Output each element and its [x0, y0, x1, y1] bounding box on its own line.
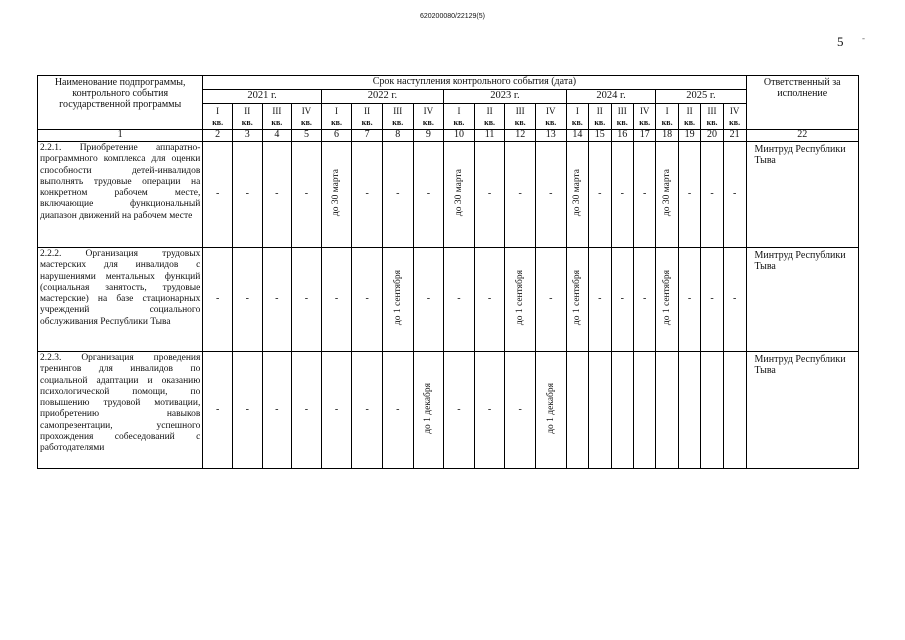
deadline-cell: - [474, 352, 505, 469]
quarter-kv-label: кв. [729, 117, 741, 127]
deadline-cell [505, 248, 536, 352]
header-quarter-cell [566, 104, 588, 130]
document-number: 620200080/22129(5) [419, 13, 485, 20]
deadline-cell: - [505, 142, 536, 248]
header-quarter-cell [203, 104, 233, 130]
deadline-cell: - [723, 248, 746, 352]
deadline-date-label: до 30 марта [572, 169, 583, 217]
deadline-date-label: до 30 марта [661, 169, 672, 217]
header-quarter-cell [611, 104, 633, 130]
deadline-cell: - [232, 142, 262, 248]
deadline-cell: - [474, 248, 505, 352]
deadline-cell: - [382, 142, 413, 248]
quarter-kv-label: кв. [514, 117, 526, 127]
header-quarter-cell [589, 104, 611, 130]
quarter-label: III [707, 105, 717, 116]
deadline-cell: - [589, 248, 611, 352]
header-quarter-cell [382, 104, 413, 130]
column-number-17: 17 [633, 130, 655, 142]
deadline-cell: - [203, 142, 233, 248]
deadline-cell: - [536, 248, 567, 352]
deadline-cell [656, 142, 678, 248]
column-number-13: 13 [536, 130, 567, 142]
quarter-kv-label: кв. [639, 117, 651, 127]
column-number-11: 11 [474, 130, 505, 142]
header-quarter-cell [292, 104, 322, 130]
deadline-cell: - [262, 248, 292, 352]
column-number-6: 6 [321, 130, 352, 142]
column-number-1: 1 [38, 130, 203, 142]
deadline-cell: - [321, 248, 352, 352]
quarter-kv-label: кв. [545, 117, 557, 127]
deadline-date-label: до 1 сентября [572, 270, 583, 326]
quarter-kv-label: кв. [392, 117, 404, 127]
header-quarter-cell [505, 104, 536, 130]
deadline-cell: - [321, 352, 352, 469]
table-row [38, 248, 859, 352]
deadline-cell: - [701, 142, 723, 248]
deadline-cell: - [352, 142, 383, 248]
quarter-label: IV [423, 105, 434, 116]
quarter-kv-label: кв. [271, 117, 283, 127]
quarter-kv-label: кв. [453, 117, 465, 127]
header-row-main [38, 76, 859, 90]
table-row [38, 352, 859, 469]
quarter-kv-label: кв. [361, 117, 373, 127]
column-number-22: 22 [746, 130, 859, 142]
quarter-label: I [335, 105, 339, 116]
deadline-cell: - [262, 352, 292, 469]
header-quarter-cell [444, 104, 475, 130]
deadline-cell: - [203, 248, 233, 352]
deadline-cell [678, 352, 700, 469]
responsible-cell: Минтруд Республики Тыва [746, 352, 859, 469]
deadline-cell [589, 352, 611, 469]
column-number-14: 14 [566, 130, 588, 142]
header-year-4: 2024 г. [566, 90, 656, 104]
deadline-cell: - [633, 142, 655, 248]
header-quarter-cell [678, 104, 700, 130]
deadline-date-label: до 1 сентября [514, 270, 525, 326]
deadline-cell: - [292, 352, 322, 469]
quarter-label: II [686, 105, 693, 116]
deadline-cell: - [678, 248, 700, 352]
deadline-cell: - [589, 142, 611, 248]
quarter-label: II [364, 105, 371, 116]
column-number-16: 16 [611, 130, 633, 142]
quarter-label: I [457, 105, 461, 116]
deadline-cell: - [678, 142, 700, 248]
column-number-8: 8 [382, 130, 413, 142]
quarter-label: II [244, 105, 251, 116]
deadline-cell [656, 352, 678, 469]
deadline-cell: - [723, 142, 746, 248]
header-year-5: 2025 г. [656, 90, 746, 104]
column-number-21: 21 [723, 130, 746, 142]
deadline-cell [566, 248, 588, 352]
header-deadline-col: Срок наступления контрольного события (дата) [203, 76, 746, 90]
quarter-label: II [486, 105, 493, 116]
header-responsible-col: Ответственный за исполнение [746, 76, 859, 130]
deadline-date-label: до 1 сентября [392, 270, 403, 326]
deadline-cell [633, 352, 655, 469]
deadline-cell: - [232, 352, 262, 469]
page-number: 5 [837, 34, 844, 49]
quarter-label: IV [639, 105, 650, 116]
header-quarter-cell [474, 104, 505, 130]
deadline-cell: - [611, 248, 633, 352]
quarter-label: III [393, 105, 403, 116]
column-number-15: 15 [589, 130, 611, 142]
deadline-cell: - [474, 142, 505, 248]
column-number-2: 2 [203, 130, 233, 142]
quarter-kv-label: кв. [241, 117, 253, 127]
deadline-cell: - [413, 248, 444, 352]
deadline-cell: - [292, 248, 322, 352]
quarter-label: II [596, 105, 603, 116]
deadline-cell: - [444, 352, 475, 469]
deadline-cell: - [413, 142, 444, 248]
quarter-label: I [216, 105, 220, 116]
deadline-date-label: до 30 марта [331, 169, 342, 217]
deadline-cell [656, 248, 678, 352]
header-year-2: 2022 г. [321, 90, 443, 104]
column-number-3: 3 [232, 130, 262, 142]
quarter-kv-label: кв. [594, 117, 606, 127]
deadline-cell [536, 352, 567, 469]
deadline-cell: - [352, 248, 383, 352]
header-quarter-cell [352, 104, 383, 130]
deadline-cell [723, 352, 746, 469]
deadline-cell: - [505, 352, 536, 469]
column-number-20: 20 [701, 130, 723, 142]
deadline-cell [382, 248, 413, 352]
column-number-18: 18 [656, 130, 678, 142]
header-quarter-cell [321, 104, 352, 130]
deadline-cell: - [633, 248, 655, 352]
deadline-date-label: до 1 сентября [661, 270, 672, 326]
quarter-kv-label: кв. [706, 117, 718, 127]
quarter-kv-label: кв. [616, 117, 628, 127]
header-quarter-cell [536, 104, 567, 130]
quarter-label: III [617, 105, 627, 116]
quarter-kv-label: кв. [661, 117, 673, 127]
event-name: 2.2.3. Организация проведения тренингов для инвалидов по социальной адаптации и оказанию психологической помощи, по повышению трудовой мотивации, приобретению навыков самопрезентации, успешного прохождения собеседований с работодателями [38, 352, 203, 469]
deadline-cell: - [382, 352, 413, 469]
deadline-cell [321, 142, 352, 248]
deadline-cell [611, 352, 633, 469]
responsible-cell: Минтруд Республики Тыва [746, 142, 859, 248]
deadline-cell: - [203, 352, 233, 469]
deadline-date-label: до 1 декабря [545, 382, 556, 434]
deadline-cell [566, 142, 588, 248]
control-events-table [37, 75, 859, 469]
deadline-date-label: до 1 декабря [423, 382, 434, 434]
quarter-kv-label: кв. [571, 117, 583, 127]
quarter-label: IV [546, 105, 556, 116]
quarter-kv-label: кв. [300, 117, 312, 127]
quarter-label: III [515, 105, 525, 116]
quarter-label: I [575, 105, 579, 116]
column-number-4: 4 [262, 130, 292, 142]
deadline-cell [701, 352, 723, 469]
event-name: 2.2.2. Организация трудовых мастерских для инвалидов с нарушениями ментальных функций (социальная занятость, трудовые мастерские) на базе стационарных учреждений социального обслуживания Республики Тыва [38, 248, 203, 352]
quarter-label: IV [729, 105, 740, 116]
header-quarter-cell [701, 104, 723, 130]
deadline-cell: - [292, 142, 322, 248]
quarter-label: IV [301, 105, 312, 116]
deadline-cell: - [232, 248, 262, 352]
header-quarter-cell [656, 104, 678, 130]
header-name-col: Наименование подпрограммы, контрольного события государственной программы [38, 76, 203, 130]
event-name: 2.2.1. Приобретение аппаратно-программного комплекса для оценки способности детей-инвалидов выполнять трудовые операции на конкретном рабочем месте, включающие функциональный диапазон движений на рабочем месте [38, 142, 203, 248]
quarter-label: I [665, 105, 669, 116]
column-number-10: 10 [444, 130, 475, 142]
header-quarter-cell [723, 104, 746, 130]
column-number-12: 12 [505, 130, 536, 142]
deadline-date-label: до 30 марта [453, 169, 464, 217]
quarter-kv-label: кв. [484, 117, 496, 127]
header-quarter-cell [413, 104, 444, 130]
responsible-cell: Минтруд Республики Тыва [746, 248, 859, 352]
column-number-5: 5 [292, 130, 322, 142]
deadline-cell: - [536, 142, 567, 248]
deadline-cell: - [352, 352, 383, 469]
table-row [38, 142, 859, 248]
quarter-kv-label: кв. [684, 117, 696, 127]
quarter-kv-label: кв. [422, 117, 434, 127]
header-quarter-cell [633, 104, 655, 130]
deadline-cell: - [262, 142, 292, 248]
deadline-cell [413, 352, 444, 469]
header-quarter-cell [232, 104, 262, 130]
scan-speck: - [862, 33, 865, 43]
header-quarter-cell [262, 104, 292, 130]
quarter-label: III [272, 105, 282, 116]
header-year-3: 2023 г. [444, 90, 566, 104]
deadline-cell [566, 352, 588, 469]
deadline-cell [444, 142, 475, 248]
deadline-cell: - [444, 248, 475, 352]
quarter-kv-label: кв. [331, 117, 342, 127]
deadline-cell: - [701, 248, 723, 352]
header-row-numbers [38, 130, 859, 142]
column-number-7: 7 [352, 130, 383, 142]
deadline-cell: - [611, 142, 633, 248]
column-number-9: 9 [413, 130, 444, 142]
quarter-kv-label: кв. [212, 117, 224, 127]
header-year-1: 2021 г. [203, 90, 321, 104]
column-number-19: 19 [678, 130, 700, 142]
